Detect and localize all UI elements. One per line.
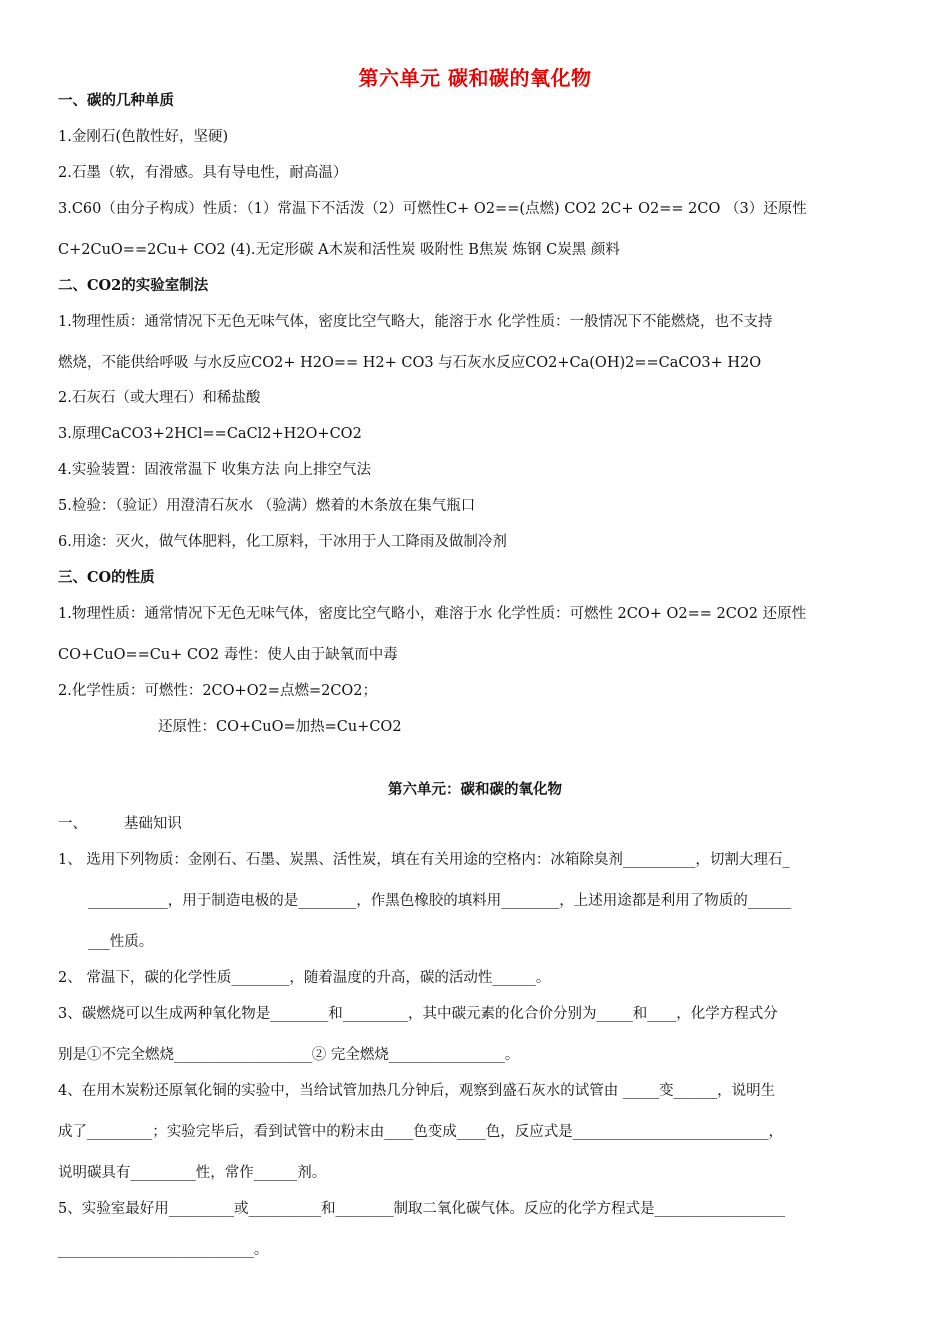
page-title: 第六单元 碳和碳的氧化物 [358,66,592,90]
text-line: 2.化学性质：可燃性：2CO+O2=点燃=2CO2； [58,683,378,699]
question-3-line: 别是①不完全燃烧___________________② 完全燃烧________________。 [58,1047,520,1063]
question-2-line: 2、 常温下，碳的化学性质________，随着温度的升高，碳的活动性______。 [58,970,551,986]
text-line: 1.物理性质：通常情况下无色无味气体，密度比空气略小，难溶于水 化学性质：可燃性 2CO+ O2== 2CO2 还原性 [58,606,807,622]
question-1-line: ___性质。 [88,934,154,950]
section-heading-co-properties: 三、CO的性质 [58,569,155,586]
text-line: 2.石灰石（或大理石）和稀盐酸 [58,390,261,406]
text-line: 3.原理CaCO3+2HCl==CaCl2+H2O+CO2 [58,426,362,442]
question-5-line: ___________________________。 [58,1242,269,1258]
section-heading-co2-preparation: 二、CO2的实验室制法 [58,277,209,294]
text-line: 1.物理性质：通常情况下无色无味气体，密度比空气略大，能溶于水 化学性质：一般情况下不能燃烧，也不支持 [58,314,773,330]
text-line: 3.C60（由分子构成）性质：（1）常温下不活泼（2）可燃性C+ O2==(点燃) CO2 2C+ O2== 2CO （3）还原性 [58,201,807,217]
question-5-line: 5、实验室最好用_________或__________和________制取二氧化碳气体。反应的化学方程式是__________________ [58,1201,785,1217]
question-1-line: ___________，用于制造电极的是________，作黑色橡胶的填料用________，上述用途都是利用了物质的______ [88,893,792,909]
text-line: 还原性：CO+CuO=加热=Cu+CO2 [158,719,402,735]
question-1-line: 1、 选用下列物质：金刚石、石墨、炭黑、活性炭，填在有关用途的空格内：冰箱除臭剂__________，切割大理石_ [58,852,790,868]
text-line: 6.用途：灭火，做气体肥料，化工原料，干冰用于人工降雨及做制冷剂 [58,534,507,550]
text-line: CO+CuO==Cu+ CO2 毒性：使人由于缺氧而中毒 [58,647,398,663]
text-line: 2.石墨（软，有滑感。具有导电性，耐高温） [58,165,348,181]
text-line: 燃烧，不能供给呼吸 与水反应CO2+ H2O== H2+ CO3 与石灰水反应CO2+Ca(OH)2==CaCO3+ H2O [58,355,762,371]
exercise-section-heading: 一、 基础知识 [58,816,182,832]
question-4-line: 成了_________；实验完毕后，看到试管中的粉末由____色变成____色，反应式是___________________________， [58,1124,783,1140]
exercise-title: 第六单元：碳和碳的氧化物 [388,781,562,798]
section-heading-carbon-allotropes: 一、碳的几种单质 [58,92,174,109]
text-line: C+2CuO==2Cu+ CO2 (4).无定形碳 A木炭和活性炭 吸附性 B焦炭 炼钢 C炭黑 颜料 [58,242,620,258]
question-3-line: 3、碳燃烧可以生成两种氧化物是________和_________，其中碳元素的化合价分别为_____和____，化学方程式分 [58,1006,778,1022]
text-line: 1.金刚石(色散性好，坚硬) [58,129,229,145]
text-line: 5.检验：（验证）用澄清石灰水 （验满）燃着的木条放在集气瓶口 [58,498,476,514]
question-4-line: 说明碳具有_________性，常作______剂。 [58,1165,327,1181]
text-line: 4.实验装置：固液常温下 收集方法 向上排空气法 [58,462,372,478]
question-4-line: 4、在用木炭粉还原氧化铜的实验中，当给试管加热几分钟后，观察到盛石灰水的试管由 _____变______，说明生 [58,1083,776,1099]
